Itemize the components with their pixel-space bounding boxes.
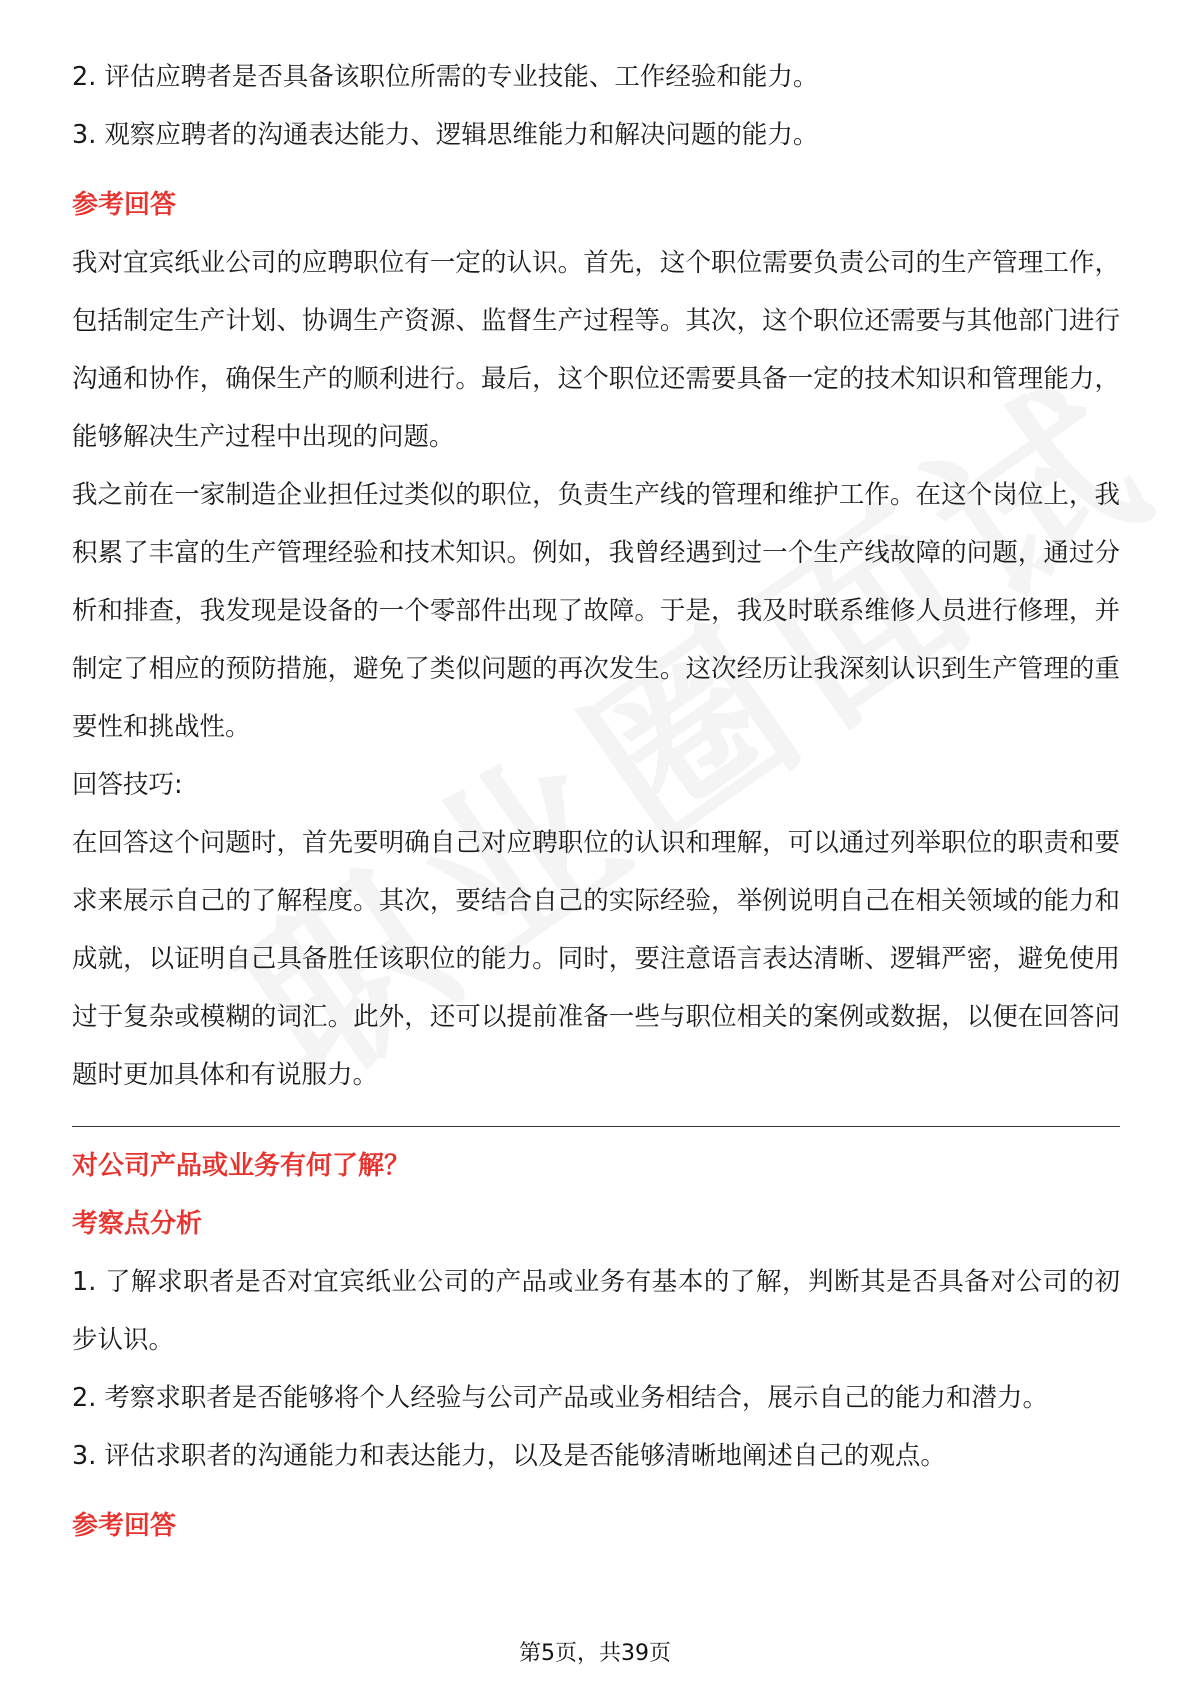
document-body bbox=[72, 48, 1120, 1555]
list-item: 3. 观察应聘者的沟通表达能力、逻辑思维能力和解决问题的能力。 bbox=[72, 120, 819, 150]
page-number: 第5页，共39页 bbox=[519, 1641, 671, 1666]
list-item: 2. 评估应聘者是否具备该职位所需的专业技能、工作经验和能力。 bbox=[72, 62, 819, 92]
list-item: 3. 评估求职者的沟通能力和表达能力，以及是否能够清晰地阐述自己的观点。 bbox=[72, 1441, 946, 1471]
section-divider bbox=[72, 1126, 1120, 1127]
tips-label: 回答技巧: bbox=[72, 770, 183, 800]
answer-paragraph: 我之前在一家制造企业担任过类似的职位，负责生产线的管理和维护工作。在这个岗位上，我积累了丰富的生产管理经验和技术知识。例如，我曾经遇到过一个生产线故障的问题，通过分析和排查，我发现是设备的一个零部件出现了故障。于是，我及时联系维修人员进行修理，并制定了相应的预防措施，避免了类似问题的再次发生。这次经历让我深刻认识到生产管理的重要性和挑战性。 bbox=[72, 480, 1120, 742]
analysis-heading: 考察点分析 bbox=[72, 1209, 203, 1239]
answer-heading: 参考回答 bbox=[72, 1511, 177, 1541]
answer-heading: 参考回答 bbox=[72, 190, 177, 220]
answer-paragraph: 我对宜宾纸业公司的应聘职位有一定的认识。首先，这个职位需要负责公司的生产管理工作，包括制定生产计划、协调生产资源、监督生产过程等。其次，这个职位还需要与其他部门进行沟通和协作，确保生产的顺利进行。最后，这个职位还需要具备一定的技术知识和管理能力，能够解决生产过程中出现的问题。 bbox=[72, 248, 1120, 452]
list-item: 2. 考察求职者是否能够将个人经验与公司产品或业务相结合，展示自己的能力和潜力。 bbox=[72, 1383, 1048, 1413]
list-item: 1. 了解求职者是否对宜宾纸业公司的产品或业务有基本的了解，判断其是否具备对公司的初步认识。 bbox=[72, 1267, 1120, 1355]
tips-paragraph: 在回答这个问题时，首先要明确自己对应聘职位的认识和理解，可以通过列举职位的职责和要求来展示自己的了解程度。其次，要结合自己的实际经验，举例说明自己在相关领域的能力和成就，以证明自己具备胜任该职位的能力。同时，要注意语言表达清晰、逻辑严密，避免使用过于复杂或模糊的词汇。此外，还可以提前准备一些与职位相关的案例或数据，以便在回答问题时更加具体和有说服力。 bbox=[72, 828, 1120, 1090]
question-heading: 对公司产品或业务有何了解？ bbox=[72, 1151, 411, 1181]
